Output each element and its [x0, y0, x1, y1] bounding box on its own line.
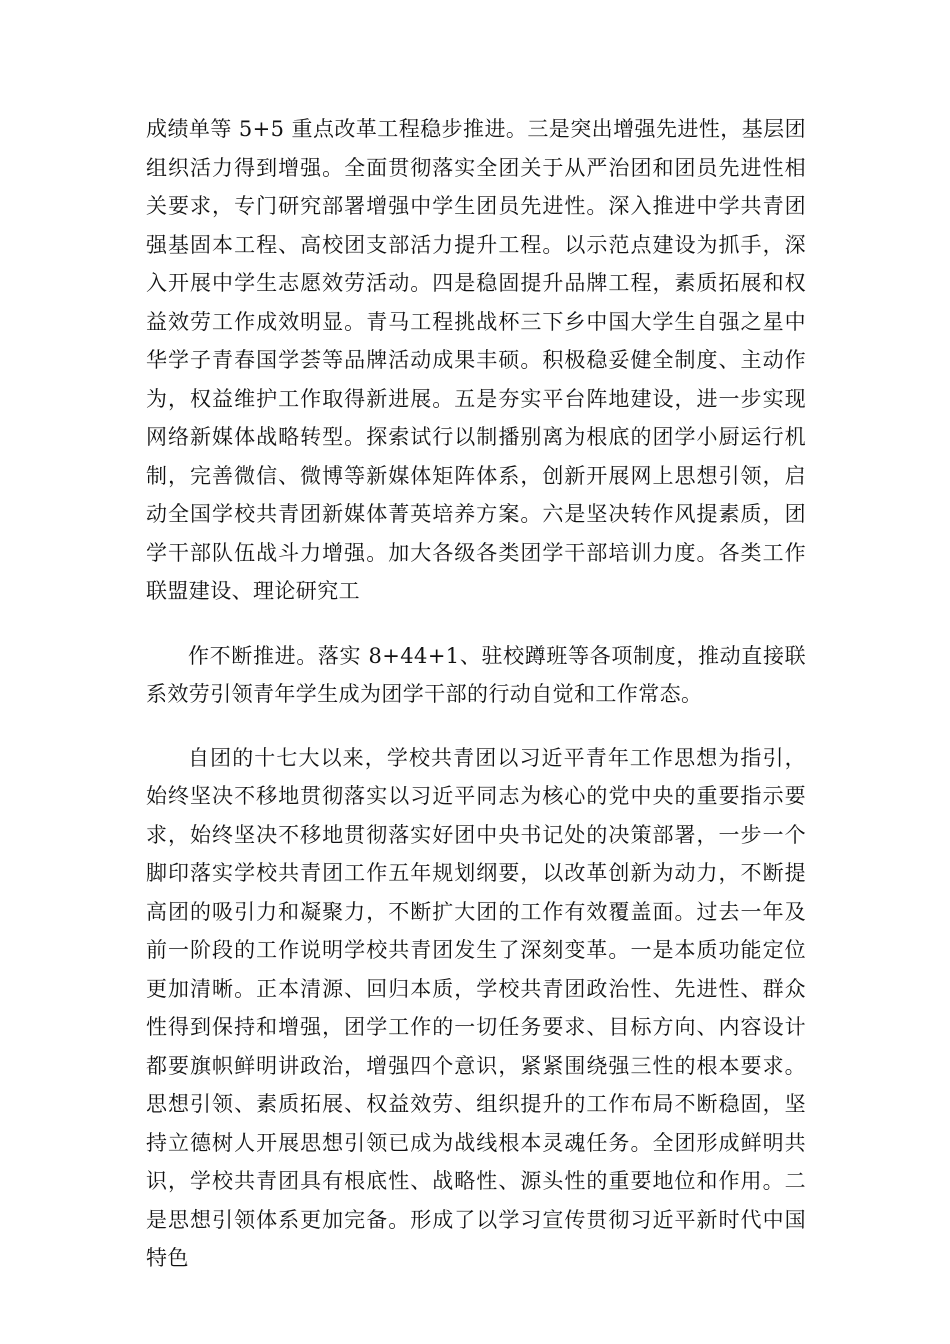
paragraph-1: 成绩单等 5+5 重点改革工程稳步推进。三是突出增强先进性，基层团组织活力得到增强。全面贯彻落实全团关于从严治团和团员先进性相关要求，专门研究部署增强中学生团员先进性。深入推进中学共青团强基固本工程、高校团支部活力提升工程。以示范点建设为抓手，深入开展中学生志愿效劳活动。四是稳固提升品牌工程，素质拓展和权益效劳工作成效明显。青马工程挑战杯三下乡中国大学生自强之星中华学子青春国学荟等品牌活动成果丰硕。积极稳妥健全制度、主动作为，权益维护工作取得新进展。五是夯实平台阵地建设，进一步实现网络新媒体战略转型。探索试行以制播别离为根底的团学小厨运行机制，完善微信、微博等新媒体矩阵体系，创新开展网上思想引领，启动全国学校共青团新媒体菁英培养方案。六是坚决转作风提素质，团学干部队伍战斗力增强。加大各级各类团学干部培训力度。各类工作联盟建设、理论研究工: [146, 117, 806, 603]
document-page: [146, 110, 806, 1278]
paragraph-3: 自团的十七大以来，学校共青团以习近平青年工作思想为指引，始终坚决不移地贯彻落实以习近平同志为核心的党中央的重要指示要求，始终坚决不移地贯彻落实好团中央书记处的决策部署，一步一个脚印落实学校共青团工作五年规划纲要，以改革创新为动力，不断提高团的吸引力和凝聚力，不断扩大团的工作有效覆盖面。过去一年及前一阶段的工作说明学校共青团发生了深刻变革。一是本质功能定位更加清晰。正本清源、回归本质，学校共青团政治性、先进性、群众性得到保持和增强，团学工作的一切任务要求、目标方向、内容设计都要旗帜鲜明讲政治，增强四个意识，紧紧围绕强三性的根本要求。思想引领、素质拓展、权益效劳、组织提升的工作布局不断稳固，坚持立德树人开展思想引领已成为战线根本灵魂任务。全团形成鲜明共识，学校共青团具有根底性、战略性、源头性的重要地位和作用。二是思想引领体系更加完备。形成了以学习宣传贯彻习近平新时代中国特色: [146, 745, 806, 1270]
paragraph-2: 作不断推进。落实 8+44+1、驻校蹲班等各项制度，推动直接联系效劳引领青年学生成为团学干部的行动自觉和工作常态。: [146, 643, 806, 706]
